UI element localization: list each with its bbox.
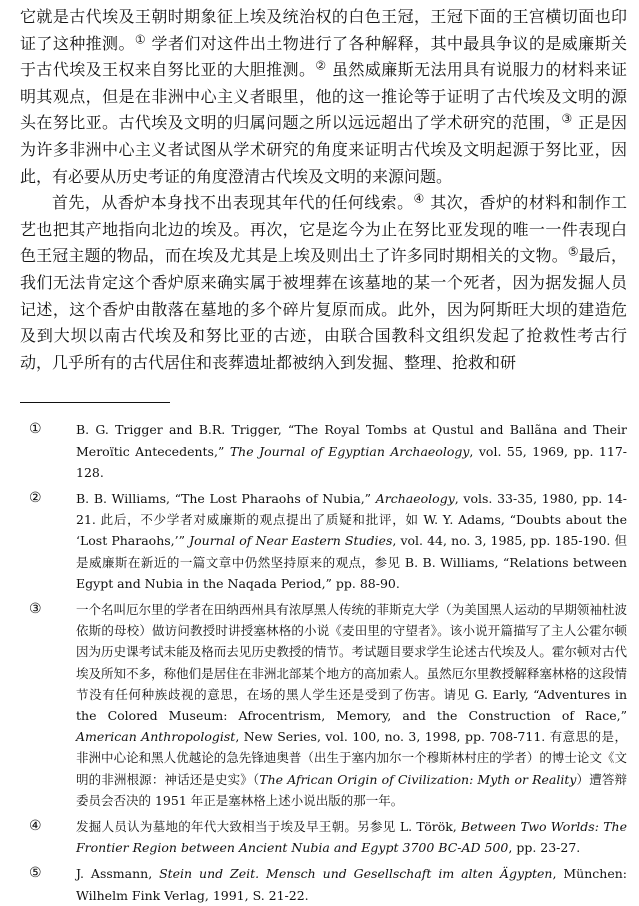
footnote-text: , vol. 44, no. 3, 1985, pp. 185-190. 但是威廉斯在新近的一篇文章中仍然坚持原来的观点，参见 B. B. Williams, “Relations between Egypt and Nubia in the Naqada Period,” pp. 88-90. xyxy=(76,533,627,591)
footnote-1 xyxy=(20,419,627,483)
body-text: 其次，香炉的材料和制作工艺也把其产地指向北边的埃及。再次，它是迄今为止在努比亚发现的唯一一件表现白色王冠主题的物品，而在埃及尤其是上埃及则出土了许多同时期相关的文物。 xyxy=(20,193,627,266)
footnote-text: J. Assmann, xyxy=(76,866,160,882)
book-title: The African Origin of Civilization: Myth or Reality xyxy=(259,771,577,787)
footnote-ref-2[interactable]: ② xyxy=(315,58,327,73)
main-text xyxy=(20,4,627,376)
footnote-text: B. G. Trigger and B.R. Trigger, “The Royal Tombs at Qustul and Ballãna and Their Meroïtic Antecedents,” xyxy=(76,422,627,459)
body-text: 虽然威廉斯无法用具有说服力的材料来证明其观点，但是在非洲中心主义者眼里，他的这一推论等于证明了古代埃及文明的源头在努比亚。古代埃及文明的归属问题之所以远远超出了学术研究的范围， xyxy=(20,60,627,133)
footnotes xyxy=(20,419,627,905)
footnote-ref-5[interactable]: ⑤ xyxy=(567,244,579,259)
body-text: 最后，我们无法肯定这个香炉原来确实属于被埋葬在该墓地的某一个死者，因为据发掘人员记述，这个香炉由散落在墓地的多个碎片复原而成。此外，因为阿斯旺大坝的建造危及到大坝以南古代埃及和努比亚的古迹，由联合国教科文组织发起了抢救性考古行动，几乎所有的古代居住和丧葬遗址都被纳入到发掘、整理、抢救和研 xyxy=(20,246,627,372)
journal-title: Journal of Near Eastern Studies xyxy=(189,533,393,549)
body-paragraph-1 xyxy=(20,4,627,190)
footnote-separator xyxy=(20,402,170,403)
footnote-text: ）遭答辩委员会否决的 1951 年正是塞林格上述小说出版的那一年。 xyxy=(76,771,627,808)
footnote-4 xyxy=(20,816,627,858)
footnote-text: , pp. 23-27. xyxy=(508,840,581,856)
footnote-5 xyxy=(20,863,627,905)
book-title: Stein und Zeit. Mensch und Gesellschaft im alten Ägypten xyxy=(159,866,553,882)
footnote-text: , vol. 55, 1969, pp. 117-128. xyxy=(76,443,628,480)
footnote-3 xyxy=(20,599,627,811)
footnote-2 xyxy=(20,488,627,594)
body-text: 学者们对这件出土物进行了各种解释，其中最具争议的是威廉斯关于古代埃及王权来自努比亚的大胆推测。 xyxy=(20,33,627,80)
footnote-ref-1[interactable]: ① xyxy=(134,32,147,47)
journal-title: Archaeology xyxy=(375,490,455,506)
footnote-marker: ④ xyxy=(29,817,42,834)
footnote-text: , vols. 33-35, 1980, pp. 14-21. 此后，不少学者对威廉斯的观点提出了质疑和批评，如 W. Y. Adams, “Doubts about the ‘Lost Pharaohs,’” xyxy=(76,490,627,549)
body-text: 正是因为许多非洲中心主义者试图从学术研究的角度来证明古代埃及文明起源于努比亚，因此，有必要从历史考证的角度澄清古代埃及文明的来源问题。 xyxy=(20,113,627,186)
footnote-text: 一个名叫厄尔里的学者在田纳西州具有浓厚黑人传统的菲斯克大学（为美国黑人运动的早期领袖杜波依斯的母校）做访问教授时讲授塞林格的小说《麦田里的守望者》。该小说开篇描写了主人公霍尔顿因为历史课考试未能及格而去见历史教授的情节。考试题目要求学生论述古代埃及人。霍尔顿对古代埃及所知不多，称他们是居住在非洲北部某个地方的高加索人。虽然厄尔里教授解释塞林格的这段情节没有任何种族歧视的意思，在场的黑人学生还是受到了伤害。请见 G. Early, “Adventures in the Colored Museum: Afrocentrism, Memory, and the Construction of Race,” xyxy=(76,601,627,723)
footnote-marker: ① xyxy=(29,421,42,438)
footnote-ref-4[interactable]: ④ xyxy=(413,191,425,206)
footnote-marker: ⑤ xyxy=(29,865,42,882)
journal-title: American Anthropologist xyxy=(76,729,236,745)
footnote-ref-3[interactable]: ③ xyxy=(561,111,573,126)
footnote-marker: ③ xyxy=(29,600,42,617)
footnote-text: 发掘人员认为墓地的年代大致相当于埃及早王朝。另参见 L. Török, xyxy=(76,818,462,834)
footnote-marker: ② xyxy=(29,489,42,506)
journal-title: The Journal of Egyptian Archaeology xyxy=(229,443,470,459)
body-text: 首先，从香炉本身找不出表现其年代的任何线索。 xyxy=(52,193,414,213)
body-text: 它就是古代埃及王朝时期象征上埃及统治权的白色王冠，王冠下面的王宫横切面也印证了这种推测。 xyxy=(20,7,627,53)
body-paragraph-2 xyxy=(20,190,627,376)
footnote-text: , München: Wilhelm Fink Verlag, 1991, S. 21-22. xyxy=(76,866,627,903)
book-title: Between Two Worlds: The Frontier Region between Ancient Nubia and Egypt 3700 BC-AD 500 xyxy=(76,818,627,856)
footnote-text: B. B. Williams, “The Lost Pharaohs of Nubia,” xyxy=(76,490,376,506)
footnote-text: , New Series, vol. 100, no. 3, 1998, pp. 708-711. 有意思的是，非洲中心论和黑人优越论的急先锋迪奥普（出生于塞内加尔一个穆斯林村庄的学者）的博士论文《文明的非洲根源：神话还是史实》（ xyxy=(76,729,627,787)
